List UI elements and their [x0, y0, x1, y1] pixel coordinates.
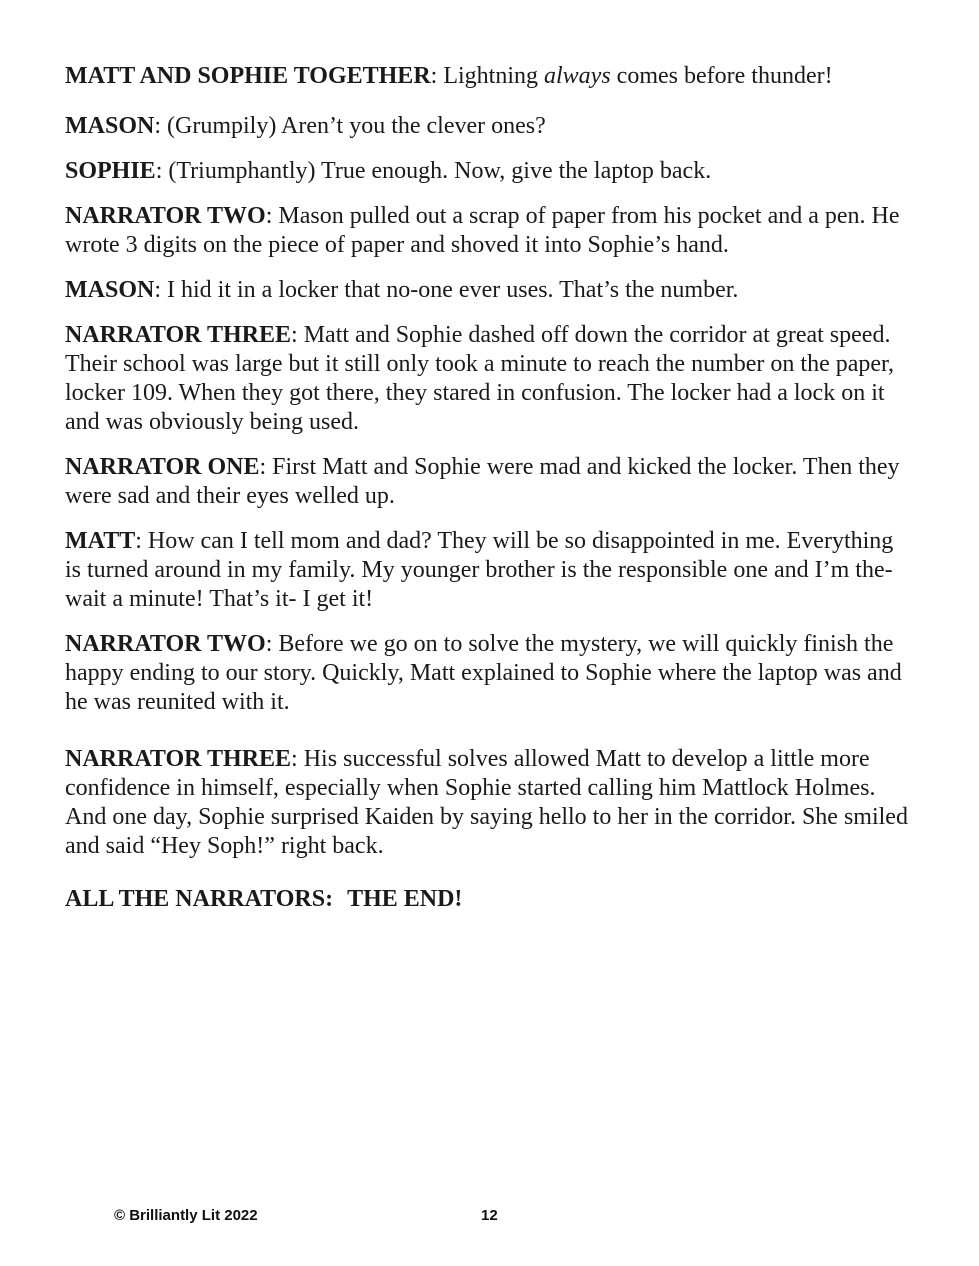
dialogue-text: His successful solves allowed Matt to develop a little more confidence in himself, especially when Sophie started calling him Mattlock Holmes. And one day, Sophie surprised Kaiden by saying hello to her in the corridor. She smiled and said “Hey Soph!” right back. [65, 746, 908, 859]
dialogue-text: (Triumphantly) True enough. Now, give the laptop back. [168, 158, 712, 184]
dialogue-line [65, 276, 913, 305]
dialogue-line [65, 527, 913, 614]
speaker-name: MASON [65, 277, 155, 303]
speaker-separator: : [291, 746, 304, 772]
speaker-separator: : [155, 158, 169, 184]
dialogue-text: comes before thunder! [610, 63, 833, 89]
dialogue-text: I hid it in a locker that no-one ever uses. That’s the number. [167, 277, 739, 303]
speaker-name: NARRATOR TWO [65, 631, 266, 657]
emphasized-word: always [544, 63, 611, 89]
ending-speaker: ALL THE NARRATORS: [65, 886, 334, 912]
speaker-name: MATT [65, 528, 136, 554]
dialogue-line [65, 62, 913, 91]
dialogue-line [65, 453, 913, 511]
speaker-name: MATT AND SOPHIE TOGETHER [65, 63, 431, 89]
dialogue-line [65, 745, 913, 861]
dialogue-text: First Matt and Sophie were mad and kicked the locker. Then they were sad and their eyes welled up. [65, 454, 900, 509]
speaker-separator: : [430, 63, 444, 89]
speaker-name: NARRATOR THREE [65, 746, 292, 772]
dialogue-line [65, 112, 913, 141]
page-number: 12 [481, 1207, 498, 1224]
dialogue-text: How can I tell mom and dad? They will be so disappointed in me. Everything is turned around in my family. My younger brother is the responsible one and I’m the- wait a minute! That’s it- I get it! [65, 528, 894, 612]
ending-text: THE END! [347, 886, 463, 912]
copyright-notice: © Brilliantly Lit 2022 [114, 1207, 258, 1224]
speaker-separator: : [154, 113, 168, 139]
speaker-separator: : [259, 454, 273, 480]
speaker-name: SOPHIE [65, 158, 156, 184]
speaker-separator: : [135, 528, 148, 554]
dialogue-text: Matt and Sophie dashed off down the corridor at great speed. Their school was large but it still only took a minute to reach the number on the paper, locker 109. When they got there, they stared in confusion. The locker had a lock on it and was obviously being used. [65, 322, 895, 435]
speaker-name: NARRATOR ONE [65, 454, 260, 480]
speaker-separator: : [154, 277, 168, 303]
speaker-name: NARRATOR THREE [65, 322, 292, 348]
dialogue-line [65, 202, 913, 260]
dialogue-text: (Grumpily) Aren’t you the clever ones? [167, 113, 546, 139]
script-body [65, 62, 913, 938]
dialogue-line [65, 157, 913, 186]
speaker-separator: : [265, 203, 279, 229]
speaker-name: MASON [65, 113, 155, 139]
dialogue-text: Before we go on to solve the mystery, we will quickly finish the happy ending to our story. Quickly, Matt explained to Sophie where the laptop was and he was reunited with it. [65, 631, 902, 715]
speaker-separator: : [291, 322, 304, 348]
dialogue-line [65, 321, 913, 437]
speaker-separator: : [265, 631, 279, 657]
dialogue-text: Mason pulled out a scrap of paper from his pocket and a pen. He wrote 3 digits on the piece of paper and shoved it into Sophie’s hand. [65, 203, 900, 258]
dialogue-line [65, 630, 913, 717]
speaker-name: NARRATOR TWO [65, 203, 266, 229]
dialogue-text: Lightning [443, 63, 544, 89]
ending-line [65, 885, 913, 914]
